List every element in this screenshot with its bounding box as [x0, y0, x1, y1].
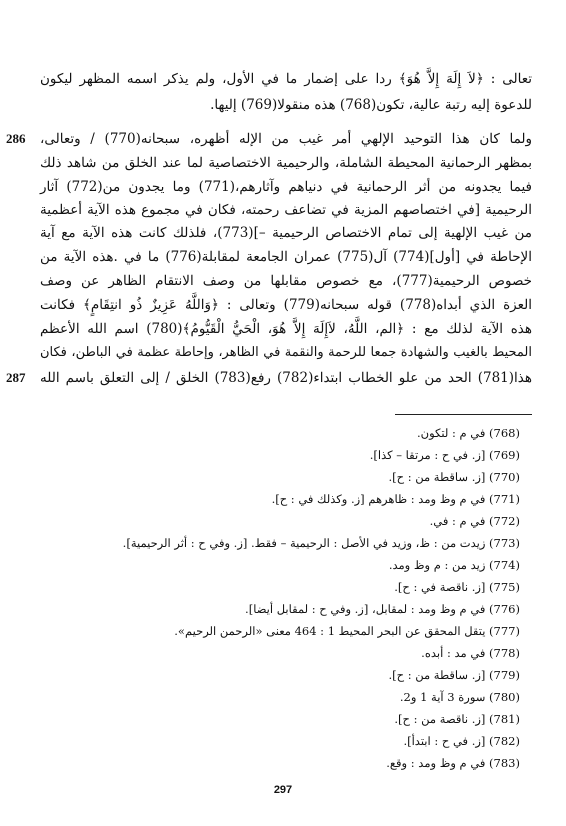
footnote-783: (783) في م وظ ومد : وقع.	[386, 756, 520, 770]
main-text-line-5: فيما يجدونه من أثر الرحمانية في دنياهم وآثارهم،(771) وما يجدون من(772) آثار	[40, 179, 532, 195]
footnote-775: (775) [ز. ناقصة في : ح].	[394, 580, 520, 594]
footnote-779: (779) [ز. ساقطة من : ح].	[388, 668, 520, 682]
main-text-line-1: تعالى : ﴿لاَ إِلَهَ إِلاَّ هُوَ﴾ ردا على إضمار ما في الأول، ولم يذكر اسمه المظهر ليكون	[40, 71, 532, 87]
main-text-line-6: الرحيمية [في اختصاصهم المزية في تضاعف رحمته، فكان في مجموع هذه الآية أعظمية	[40, 202, 532, 218]
main-text-line-11: هذه الآية لذلك مع : ﴿الم، اللَّهُ، لاَإِلَهَ إِلاَّ هُوَ، الْحَيُّ الْقَيُّومُ﴾(780) اسم الله الأعظم	[40, 321, 533, 337]
main-text-line-3: ولما كان هذا التوحيد الإلهي أمر غيب من الإله أظهره، سبحانه(770) / وتعالى،	[40, 131, 533, 147]
main-text-line-8: الإحاطة في [أول](774) آل(775) عمران الجامعة لمقابلة(776) ما في .هذه الآية من	[40, 249, 532, 265]
main-text-line-7: من غيب الإلهية إلى تمام الاختصاص الرحيمية –](773)، فلذلك كانت هذه الآية مع آية	[40, 225, 533, 241]
paragraph-number-287: 287	[6, 370, 26, 385]
main-text-line-12: المحيط بالغيب والشهادة جمعا للرحمة والنقمة في الظاهر، وإحاطة عظمة في الباطن، فكان	[40, 345, 532, 360]
footnote-774: (774) زيد من : م وظ ومد.	[388, 558, 520, 572]
footnote-769: (769) [ز. في ح : مرتقا – كذا].	[369, 448, 520, 462]
main-text-line-9: خصوص الرحيمية(777)، مع خصوص مقابلها من وصف الانتقام الظاهر عن وصف	[40, 273, 532, 289]
footnote-770: (770) [ز. ساقطة من : ح].	[388, 470, 520, 484]
footnote-separator	[395, 414, 532, 415]
main-text-line-10: العزة الذي أبداه(778) قوله سبحانه(779) وتعالى : ﴿وَاللَّهُ عَزِيزٌ ذُو انتِقَامٍ﴾ فكانت	[40, 297, 533, 313]
main-text-line-2: للدعوة إليه رتبة عالية، تكون(768) هذه منقولا(769) إليها.	[210, 97, 532, 113]
footnote-782: (782) [ز. في ح : ابتدأ].	[403, 734, 520, 748]
footnote-781: (781) [ز. ناقصة من : ح].	[394, 712, 520, 726]
footnote-772: (772) في م : في.	[429, 514, 520, 528]
footnote-776: (776) في م وظ ومد : لمقابل، [ز. وفي ح : لمقابل أيضا].	[245, 602, 520, 616]
page-number: 297	[273, 784, 293, 796]
footnote-773: (773) زيدت من : ظ، وزيد في الأصل : الرحيمية – فقط. [ز. وفي ح : أثر الرحيمية].	[122, 536, 520, 550]
main-text-line-4: بمظهر الرحمانية المحيطة الشاملة، والرحيمية الاختصاصية لما عند الخلق من شاهد ذلك	[40, 155, 532, 171]
footnote-780: (780) سورة 3 آية 1 و2.	[399, 690, 520, 704]
main-text-line-13: هذا(781) الحد من علو الخطاب ابتداء(782) رفع(783) الخلق / إلى التعلق باسم الله	[40, 370, 533, 386]
footnote-768: (768) في م : لتكون.	[416, 426, 520, 440]
footnote-778: (778) في مد : أبده.	[421, 646, 520, 660]
footnote-777: (777) يتقل المحقق عن البحر المحيط 1 : 464 معنى «الرحمن الرحيم».	[174, 624, 520, 638]
paragraph-number-286: 286	[6, 131, 26, 146]
footnote-771: (771) في م وظ ومد : ظاهرهم [ز. وكذلك في : ح].	[271, 492, 520, 506]
